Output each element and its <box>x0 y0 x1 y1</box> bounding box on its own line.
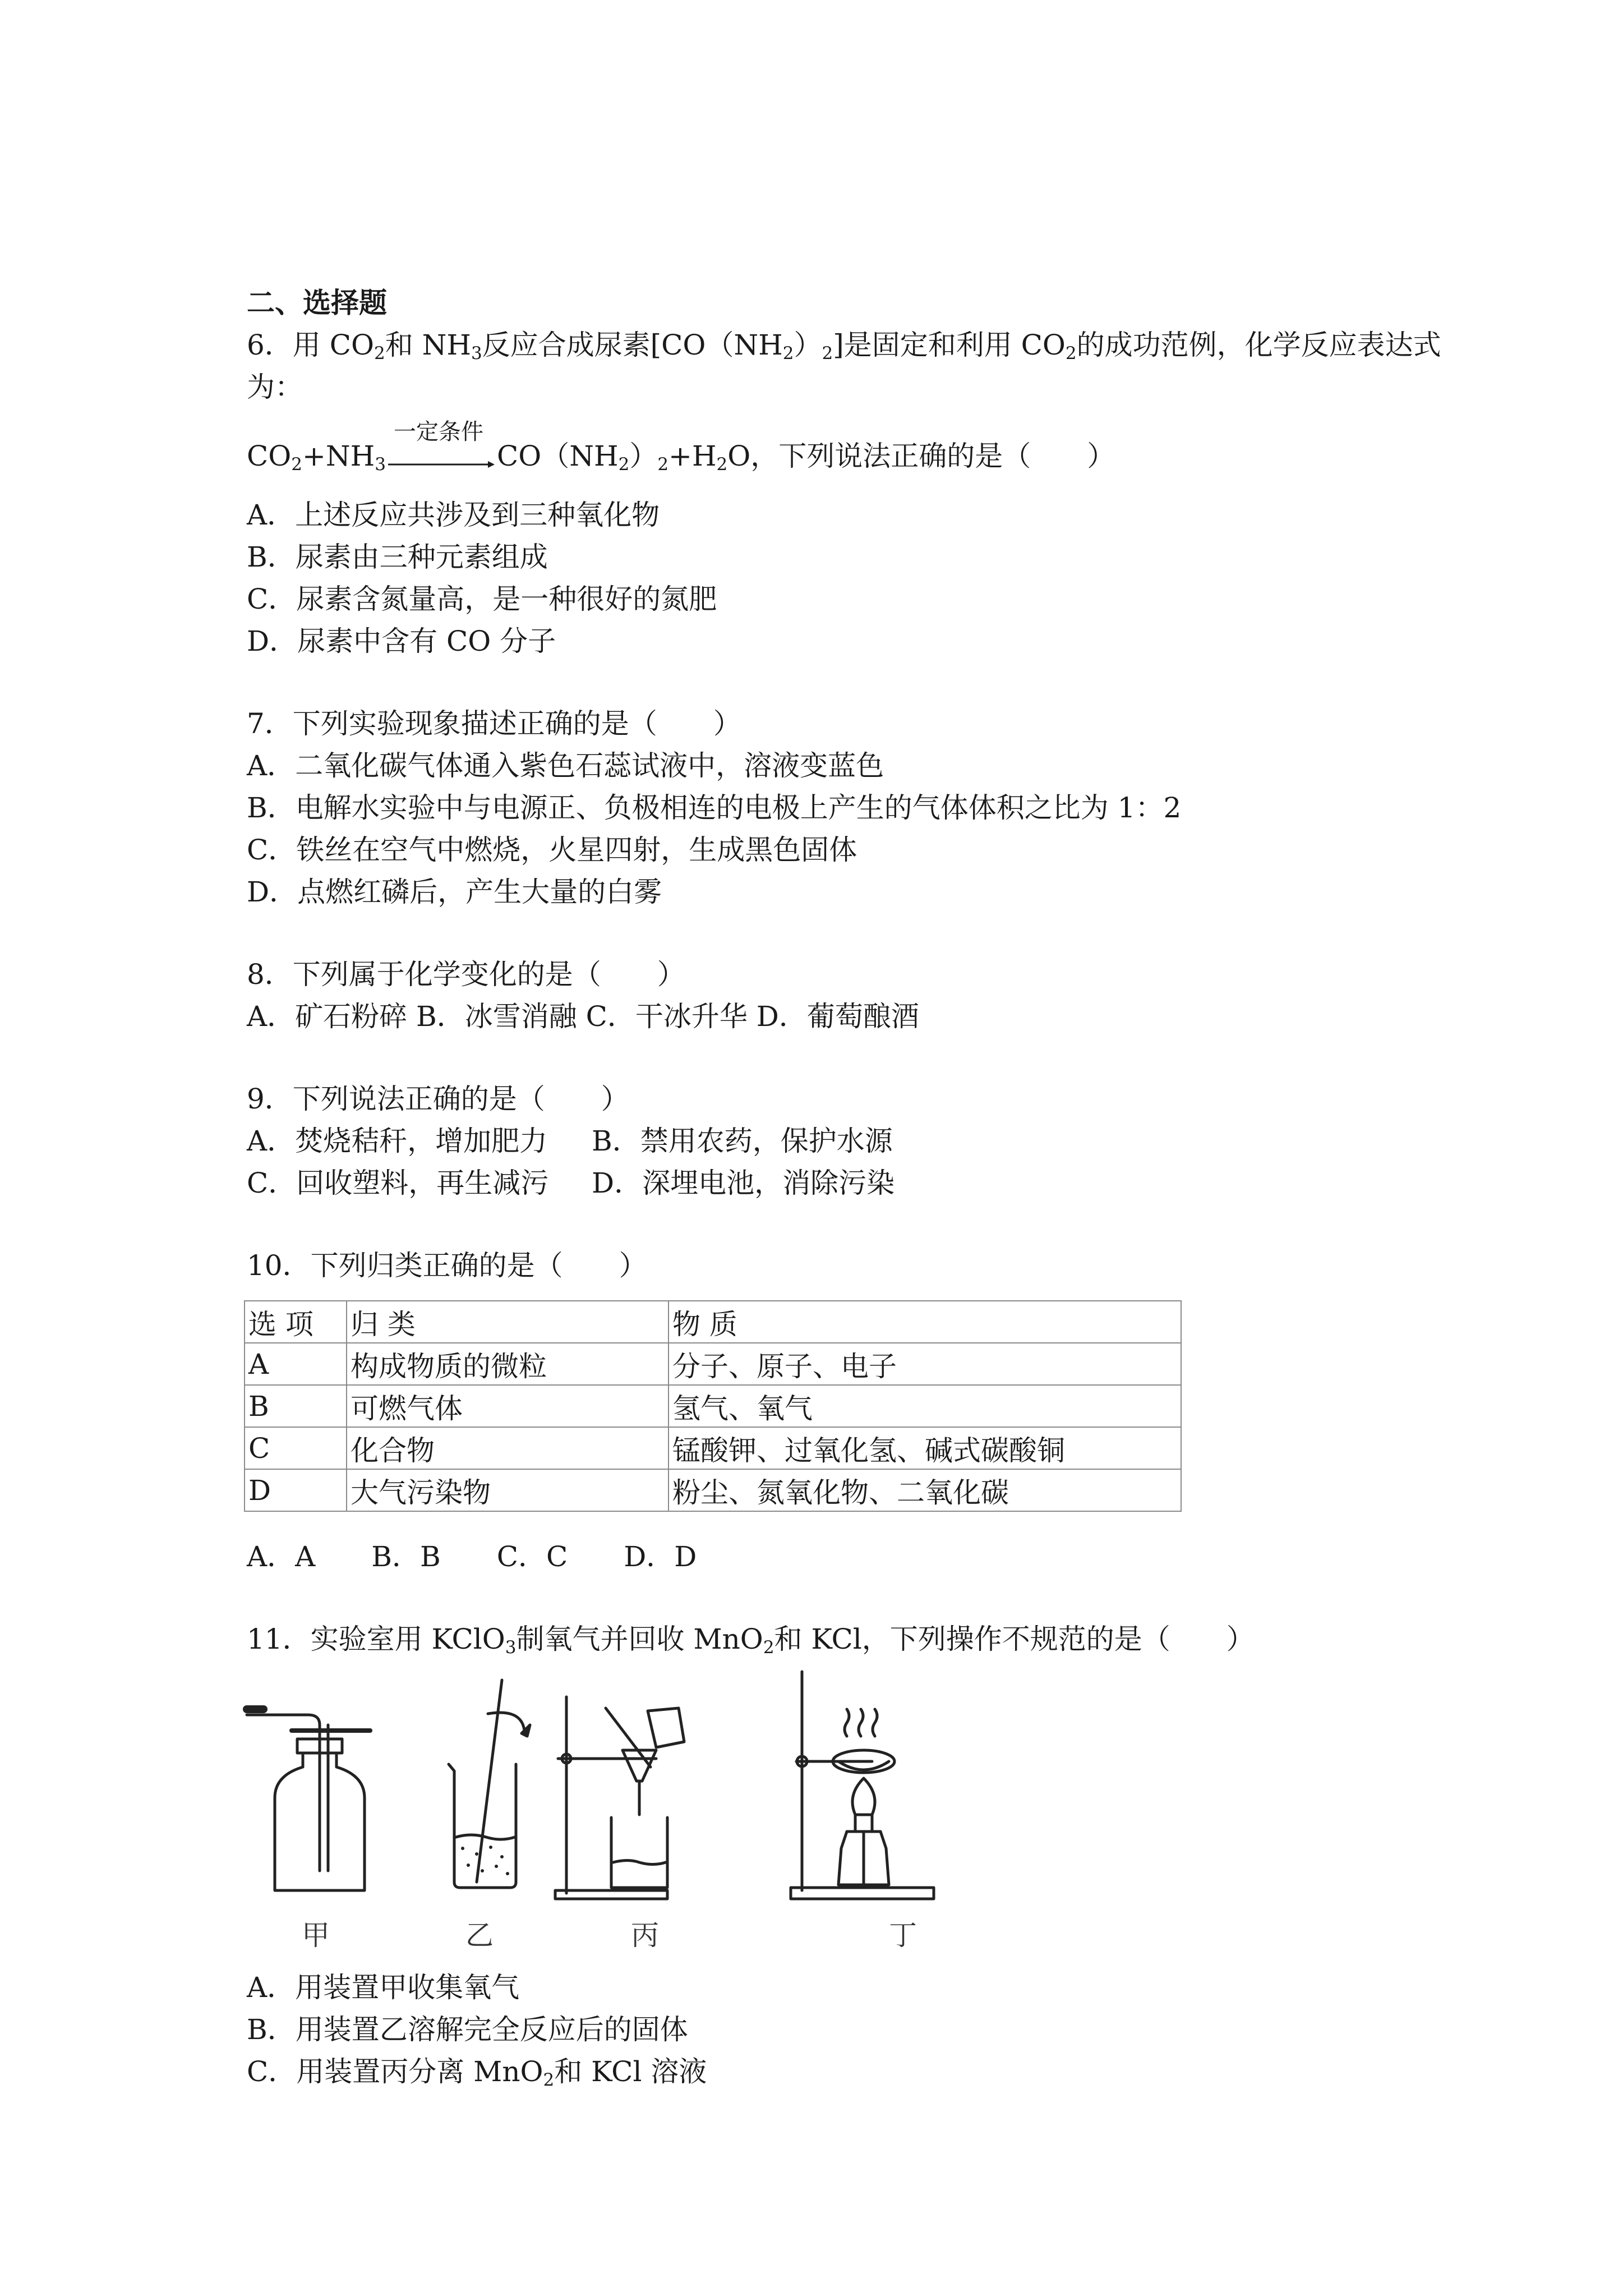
q9-option-b[interactable]: B．禁用农药，保护水源 <box>592 1125 893 1157</box>
table-cell: 锰酸钾、过氧化氢、碱式碳酸铜 <box>668 1427 1181 1469</box>
table-row <box>245 1427 1181 1469</box>
q7-option-c[interactable]: C．铁丝在空气中燃烧，火星四射，生成黑色固体 <box>247 834 857 866</box>
table-row <box>245 1385 1181 1427</box>
q10-classification-table <box>244 1300 1182 1512</box>
beaker-stirring-icon <box>449 1680 530 1888</box>
table-cell: B <box>245 1385 347 1427</box>
table-header-cell: 归 类 <box>347 1301 668 1343</box>
arrow-icon <box>388 444 495 472</box>
table-cell: 分子、原子、电子 <box>668 1343 1181 1385</box>
q6-option-c[interactable]: C．尿素含氮量高，是一种很好的氮肥 <box>247 583 717 615</box>
table-header-cell: 物 质 <box>668 1301 1181 1343</box>
table-cell: D <box>245 1469 347 1511</box>
q6-equation: $CO_2+NH_3$ 一定条件 $CO(NH_2)_2+H_2O$，下列说法正确的是（ ） <box>247 419 1115 475</box>
q11-stem: 11．实验室用 KClO$_3$制氧气并回收 MnO$_2$和 KCl，下列操作不规范的是（ ） <box>247 1623 1255 1658</box>
table-cell: C <box>245 1427 347 1469</box>
table-cell: 大气污染物 <box>347 1469 668 1511</box>
table-cell: 构成物质的微粒 <box>347 1343 668 1385</box>
q7-option-a[interactable]: A．二氧化碳气体通入紫色石蕊试液中，溶液变蓝色 <box>247 749 884 782</box>
q9-option-a[interactable]: A．焚烧秸秆，增加肥力 <box>247 1125 548 1157</box>
q10-stem: 10．下列归类正确的是（ ） <box>247 1249 647 1282</box>
q9-stem: 9．下列说法正确的是（ ） <box>247 1083 629 1115</box>
table-cell: A <box>245 1343 347 1385</box>
figure-label-jia: 甲 <box>302 1919 330 1952</box>
q8-stem: 8．下列属于化学变化的是（ ） <box>247 958 685 991</box>
figure-label-ding: 丁 <box>889 1919 917 1952</box>
table-row <box>245 1343 1181 1385</box>
table-cell: 可燃气体 <box>347 1385 668 1427</box>
q10-options[interactable]: A．A B．B C．C D．D <box>247 1540 697 1573</box>
q6-option-a[interactable]: A．上述反应共涉及到三种氧化物 <box>247 499 660 531</box>
reaction-condition: 一定条件 <box>393 419 483 445</box>
q8-options[interactable]: A．矿石粉碎 B．冰雪消融 C．干冰升华 D．葡萄酿酒 <box>247 1000 919 1033</box>
table-header-cell: 选 项 <box>245 1301 347 1343</box>
q11-option-c[interactable]: C．用装置丙分离 MnO$_2$和 KCl 溶液 <box>247 2055 707 2090</box>
q7-stem: 7．下列实验现象描述正确的是（ ） <box>247 707 741 740</box>
gas-collection-bottle-icon <box>247 1709 370 1890</box>
q9-option-d[interactable]: D．深埋电池，消除污染 <box>592 1167 895 1199</box>
filtration-setup-icon <box>555 1697 684 1899</box>
q6-option-b[interactable]: B．尿素由三种元素组成 <box>247 541 548 573</box>
q7-option-b[interactable]: B．电解水实验中与电源正、负极相连的电极上产生的气体体积之比为 1：2 <box>247 792 1182 824</box>
reaction-arrow <box>388 419 495 472</box>
q11-option-a[interactable]: A．用装置甲收集氧气 <box>247 1971 520 2004</box>
q6-option-d[interactable]: D．尿素中含有 CO 分子 <box>247 625 556 657</box>
figure-label-yi: 乙 <box>465 1919 494 1952</box>
q7-option-d[interactable]: D．点燃红磷后，产生大量的白雾 <box>247 876 662 908</box>
table-row <box>245 1469 1181 1511</box>
q11-option-b[interactable]: B．用装置乙溶解完全反应后的固体 <box>247 2013 688 2046</box>
q11-apparatus-figure <box>241 1669 998 1910</box>
table-cell: 粉尘、氮氧化物、二氧化碳 <box>668 1469 1181 1511</box>
section-title: 二、选择题 <box>247 287 387 319</box>
q6-stem-line2: 为： <box>247 371 303 403</box>
table-header-row <box>245 1301 1181 1343</box>
figure-label-bing: 丙 <box>631 1919 659 1952</box>
table-cell: 氢气、氧气 <box>668 1385 1181 1427</box>
table-cell: 化合物 <box>347 1427 668 1469</box>
evaporation-setup-icon <box>791 1672 934 1899</box>
q9-option-c[interactable]: C．回收塑料，再生减污 <box>247 1167 549 1199</box>
q6-stem-line1: 6．用 $CO_2$和 $NH_3$反应合成尿素$[CO(NH_2)_2]$是固定和利用 $CO_2$的成功范例，化学反应表达式 <box>247 329 1441 364</box>
